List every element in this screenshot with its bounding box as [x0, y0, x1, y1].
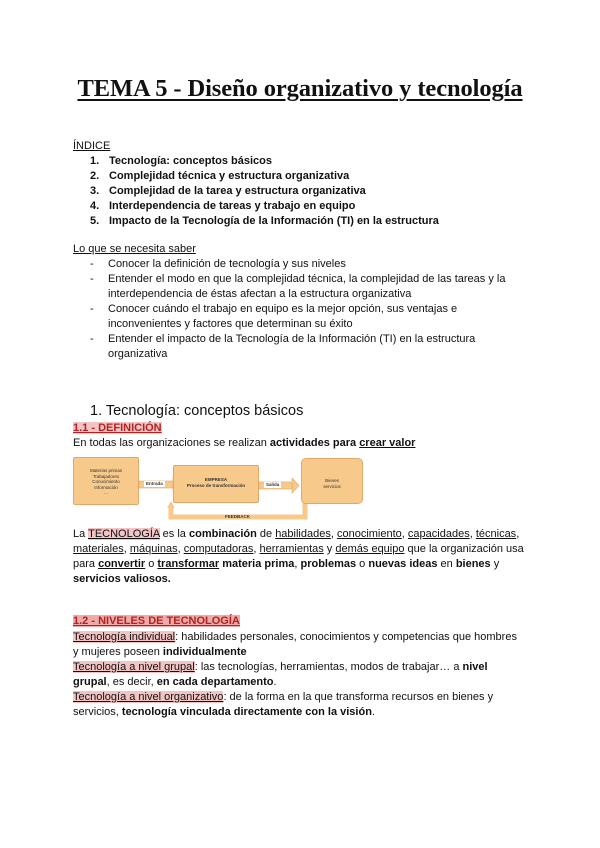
list-item — [90, 302, 530, 332]
list-text: Conocer la definición de tecnología y sus niveles — [108, 258, 346, 270]
list-text: inconvenientes y factores que determinan su éxito — [108, 318, 353, 330]
outputs-box: Bienes servicios — [301, 458, 363, 504]
feedback-label: FEEDBACK — [225, 514, 251, 519]
list-item — [90, 332, 530, 362]
list-text: Complejidad técnica y estructura organizativa — [109, 170, 350, 182]
list-item — [90, 257, 530, 272]
list-text: Entender el modo en que la complejidad técnica, la complejidad de las tareas y la — [108, 273, 506, 285]
index-label: ÍNDICE — [73, 140, 111, 152]
list-item — [90, 169, 550, 184]
entrada-label: Entrada — [146, 481, 163, 486]
list-text: Complejidad de la tarea y estructura organizativa — [109, 185, 366, 197]
inputs-box: Materias primas Trabajadores Conocimiento Información … — [73, 457, 139, 505]
list-text: Entender el impacto de la Tecnología de la Información (TI) en la estructura — [108, 333, 476, 345]
list-item — [90, 184, 550, 199]
need-to-know-list — [90, 257, 530, 362]
paragraph-tecnologia: La TECNOLOGÍA es la combinación de habilidades, conocimiento, capacidades, técnicas, materiales, máquinas, computadoras, herramientas y demás equipo que la organización usa para convertir o transformar materia prima, problemas o nuevas ideas en bienes y servicios valiosos. — [73, 528, 524, 585]
dash-bullet: - — [90, 333, 94, 345]
list-text: Impacto de la Tecnología de la Información (TI) en la estructura — [109, 215, 439, 227]
list-item — [90, 214, 550, 229]
salida-label: Salida — [266, 482, 280, 487]
list-item — [90, 199, 550, 214]
list-text: Tecnología: conceptos básicos — [109, 155, 272, 167]
dash-bullet: - — [90, 273, 94, 285]
company-box: EMPRESA Proceso de transformación — [173, 465, 259, 503]
process-diagram — [73, 455, 365, 525]
dash-bullet: - — [90, 258, 94, 270]
list-number: 5. — [90, 215, 100, 227]
list-item — [90, 272, 530, 302]
list-number: 3. — [90, 185, 100, 197]
list-item — [90, 154, 550, 169]
dash-bullet: - — [90, 303, 94, 315]
paragraph-niveles: Tecnología individual: habilidades personales, conocimientos y competencias que hombres y mujeres poseen individualmente Tecnología a nivel grupal: las tecnologías, herramientas, modos de trabajar… a nivel grupal, es decir, en cada departamento. Tecnología a nivel organizativo: de la forma en la que transforma recursos en bienes y servicios, tecnología vinculada directamente con la visión. — [73, 631, 517, 718]
page-title: TEMA 5 - Diseño organizativo y tecnología — [77, 75, 523, 102]
section-heading: 1. Tecnología: conceptos básicos — [90, 403, 304, 419]
list-number: 4. — [90, 200, 100, 212]
subsection-heading-definicion: 1.1 - DEFINICIÓN — [73, 422, 162, 434]
list-text: interdependencia de éstas afectan a la estructura organizativa — [108, 288, 412, 300]
list-number: 2. — [90, 170, 100, 182]
index-list — [90, 154, 550, 229]
list-text: Conocer cuándo el trabajo en equipo es la mejor opción, sus ventajas e — [108, 303, 458, 315]
list-number: 1. — [90, 155, 100, 167]
list-text: organizativa — [108, 348, 168, 360]
subsection-heading-niveles: 1.2 - NIVELES DE TECNOLOGÍA — [73, 615, 240, 627]
paragraph-intro: En todas las organizaciones se realizan actividades para crear valor — [73, 437, 416, 449]
list-text: Interdependencia de tareas y trabajo en equipo — [109, 200, 356, 212]
need-to-know-label: Lo que se necesita saber — [73, 243, 196, 255]
